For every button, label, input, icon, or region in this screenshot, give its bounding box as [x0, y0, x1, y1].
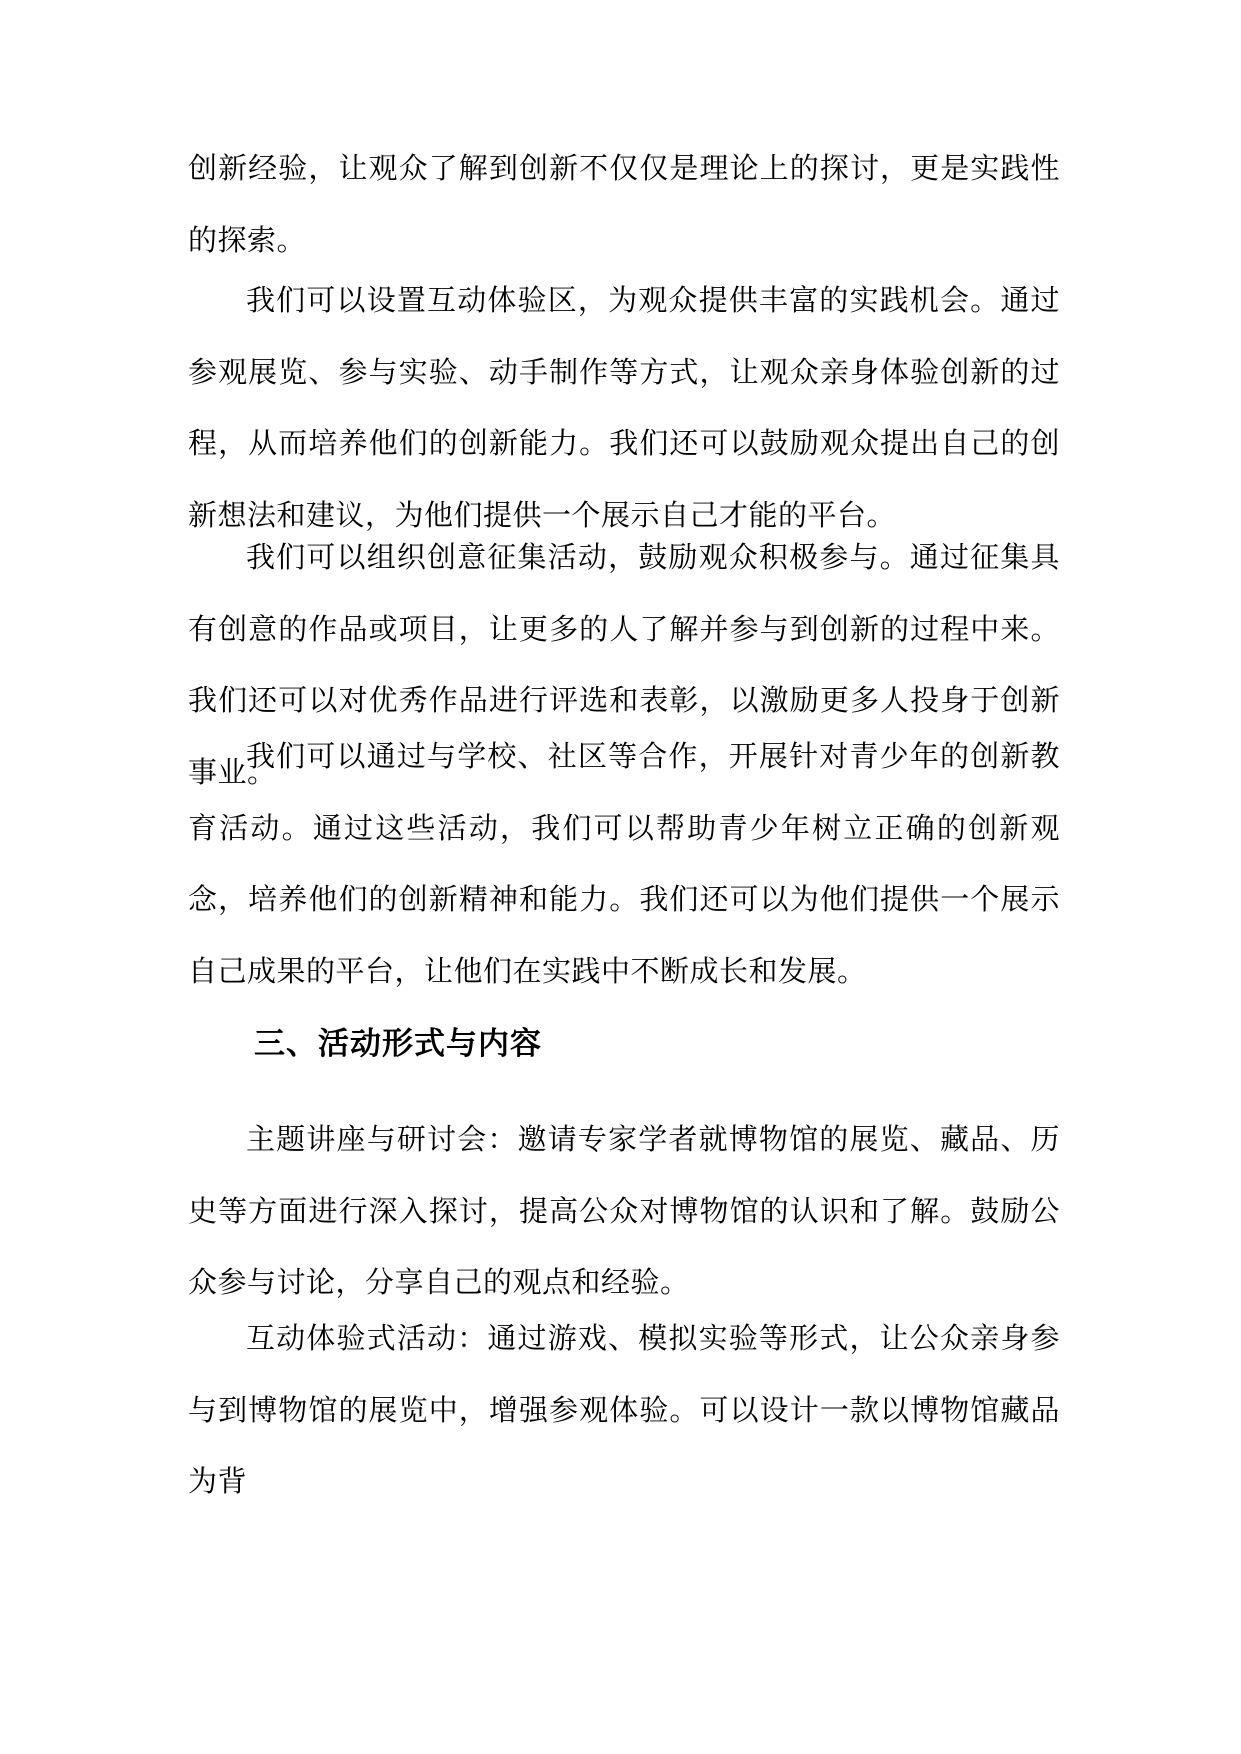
- paragraph-lectures: 主题讲座与研讨会：邀请专家学者就博物馆的展览、藏品、历史等方面进行深入探讨，提高公众对博物馆的认识和了解。鼓励公众参与讨论，分享自己的观点和经验。: [188, 1122, 1060, 1299]
- paragraph-interactive-area: 我们可以设置互动体验区，为观众提供丰富的实践机会。通过参观展览、参与实验、动手制作等方式，让观众亲身体验创新的过程，从而培养他们的创新能力。我们还可以鼓励观众提出自己的创新想法和建议，为他们提供一个展示自己才能的平台。: [188, 283, 1060, 532]
- paragraph-idea-collection: 我们可以组织创意征集活动，鼓励观众积极参与。通过征集具有创意的作品或项目，让更多的人了解并参与到创新的过程中来。我们还可以对优秀作品进行评选和表彰，以激励更多人投身于创新事业。: [188, 540, 1060, 789]
- section-heading: 三、活动形式与内容: [254, 1026, 542, 1062]
- paragraph-youth-education: 我们可以通过与学校、社区等合作，开展针对青少年的创新教育活动。通过这些活动，我们可以帮助青少年树立正确的创新观念，培养他们的创新精神和能力。我们还可以为他们提供一个展示自己成果的平台，让他们在实践中不断成长和发展。: [188, 739, 1060, 988]
- paragraph-continuation: 创新经验，让观众了解到创新不仅仅是理论上的探讨，更是实践性的探索。: [188, 151, 1060, 257]
- paragraph-interactive-activities: 互动体验式活动：通过游戏、模拟实验等形式，让公众亲身参与到博物馆的展览中，增强参观体验。可以设计一款以博物馆藏品为背: [188, 1321, 1060, 1498]
